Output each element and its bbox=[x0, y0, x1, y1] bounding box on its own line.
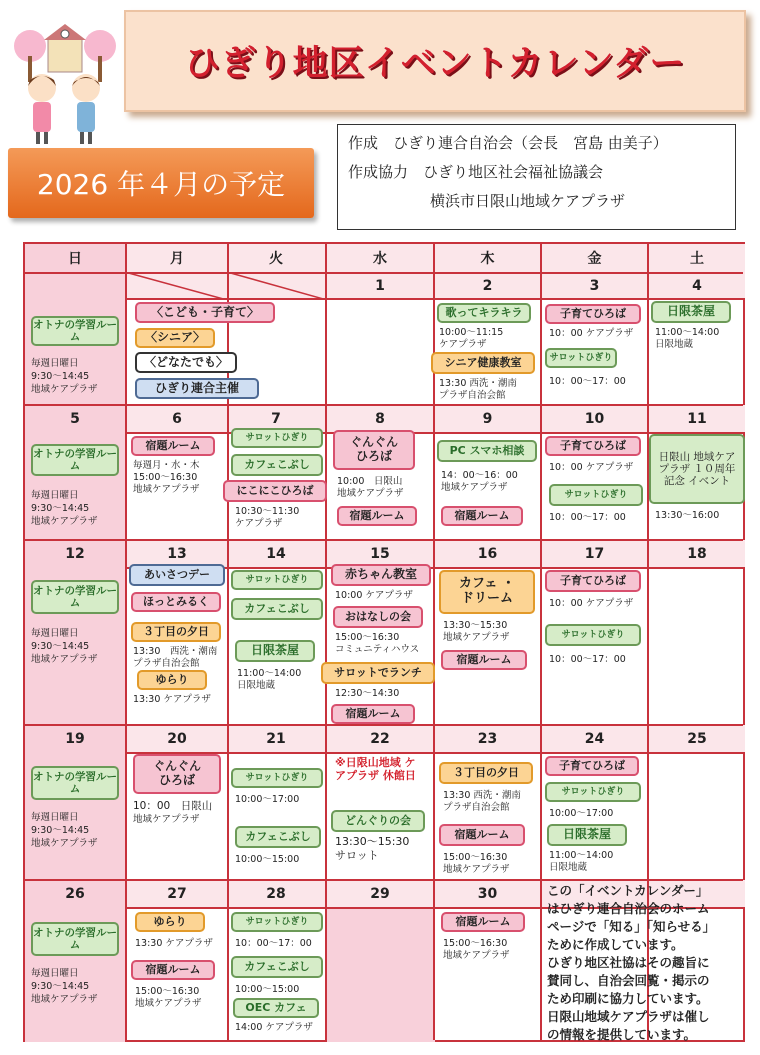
weekday-sun: 日 bbox=[68, 251, 82, 267]
event-nikoniko: にこにこひろば bbox=[223, 480, 327, 502]
event-aisatsu: あいさつデー bbox=[129, 564, 225, 586]
event-cafe-kobushi: カフェこぶし bbox=[231, 454, 323, 476]
event-time: 10:30～11:30 bbox=[235, 506, 300, 517]
date-4: 4 bbox=[692, 278, 702, 294]
event-place: プラザ自治会館 bbox=[443, 802, 510, 813]
sunday-label: オトナの学習ルーム bbox=[31, 922, 119, 956]
event-place: 地域ケアプラザ bbox=[443, 632, 510, 643]
event-place: ケアプラザ bbox=[235, 518, 283, 529]
date-2: 2 bbox=[482, 278, 493, 294]
credit-line-3: 横浜市日限山地域ケアプラザ bbox=[430, 192, 626, 210]
date-27: 27 bbox=[167, 886, 187, 902]
weekday-wed: 水 bbox=[373, 251, 387, 267]
event-time: 10:00 ケアプラザ bbox=[335, 590, 413, 601]
sunday-label: オトナの学習ルーム bbox=[31, 580, 119, 614]
sunday-place: 地域ケアプラザ bbox=[31, 384, 98, 395]
date-15: 15 bbox=[370, 546, 390, 562]
event-higiri-chaya: 日限茶屋 bbox=[651, 301, 731, 323]
event-place: 地域ケアプラザ bbox=[443, 864, 510, 875]
sunday-place: 地域ケアプラザ bbox=[31, 516, 98, 527]
event-kosodate: 子育てひろば bbox=[545, 570, 641, 592]
event-higiri-chaya: 日限茶屋 bbox=[235, 640, 315, 662]
date-7: 7 bbox=[271, 411, 281, 427]
date-19: 19 bbox=[65, 731, 85, 747]
date-10: 10 bbox=[584, 411, 605, 427]
month-label: 2026 年４月の予定 bbox=[8, 148, 314, 218]
event-oec-cafe: OEC カフェ bbox=[233, 998, 319, 1018]
event-time: 15:00～16:30 bbox=[135, 986, 200, 997]
event-place: 日限地蔵 bbox=[549, 862, 588, 873]
event-time: 10：00 日限山 bbox=[133, 800, 213, 812]
event-place: 日限地蔵 bbox=[655, 339, 694, 350]
date-26: 26 bbox=[65, 886, 85, 902]
date-18: 18 bbox=[687, 546, 707, 562]
date-6: 6 bbox=[172, 411, 182, 427]
event-kosodate: 子育てひろば bbox=[545, 304, 641, 324]
event-ohanashi: おはなしの会 bbox=[333, 606, 423, 628]
event-time: 10：00 ケアプラザ bbox=[549, 462, 634, 473]
event-place: 地域ケアプラザ bbox=[443, 950, 510, 961]
event-yurari: ゆらり bbox=[135, 912, 205, 932]
event-place: 地域ケアプラザ bbox=[133, 814, 200, 825]
sunday-detail-2: 9:30～14:45 bbox=[31, 641, 90, 652]
event-place: 日限地蔵 bbox=[237, 680, 276, 691]
event-baby: 赤ちゃん教室 bbox=[331, 564, 431, 586]
weekday-tue: 火 bbox=[269, 251, 283, 267]
event-10th-anniversary: 日限山 地域ケアプラザ １０周年記念 イベント bbox=[649, 434, 745, 504]
page-title: ひぎり地区イベントカレンダー bbox=[184, 44, 686, 84]
sunday-place: 地域ケアプラザ bbox=[31, 838, 98, 849]
date-12: 12 bbox=[65, 546, 85, 562]
event-time: 13:30～15:30 bbox=[443, 620, 508, 631]
children-illustration bbox=[8, 8, 120, 148]
sunday-detail-1: 毎週日曜日 bbox=[31, 968, 79, 979]
event-time: 15:00～16:30 bbox=[133, 472, 198, 483]
event-time: 14：00～16：00 bbox=[441, 470, 518, 481]
date-23: 23 bbox=[477, 731, 498, 747]
event-time: 12:30～14:30 bbox=[335, 688, 400, 699]
sunday-label: オトナの学習ルーム bbox=[31, 766, 119, 800]
legend-union: ひぎり連合主催 bbox=[135, 378, 259, 399]
event-homework: 宿題ルーム bbox=[441, 506, 523, 526]
event-place: ケアプラザ bbox=[439, 339, 487, 350]
event-higiri-chaya: 日限茶屋 bbox=[547, 824, 627, 846]
event-time: 13:30 西洗・潮南 bbox=[439, 378, 517, 389]
credit-line-1: 作成 ひぎり連合自治会（会長 宮島 由美子） bbox=[348, 134, 668, 152]
date-11: 11 bbox=[687, 411, 707, 427]
date-1: 1 bbox=[375, 278, 385, 294]
event-time: 10:00～15:00 bbox=[235, 984, 300, 995]
empty-cells-slash bbox=[125, 272, 327, 300]
event-hotmilk: ほっとみるく bbox=[131, 592, 221, 612]
event-time: 10:00 日限山 bbox=[337, 476, 403, 487]
event-salot: サロットひぎり bbox=[549, 484, 643, 506]
event-time: 15:00～16:30 bbox=[335, 632, 400, 643]
info-note: この「イベントカレンダー」 はひぎり連合自治会のホーム ページで「知る」「知らせる」 ために作成しています。 ひぎり地区社協はその趣旨に 賛同し、自治会回覧・掲示の ため印刷に協力しています。 日限山地域ケアプラザは催し の情報を提供しています。 bbox=[547, 883, 716, 1042]
event-time: 14:00 ケアプラザ bbox=[235, 1022, 313, 1033]
event-place: 地域ケアプラザ bbox=[135, 998, 202, 1009]
event-time: 10:00～11:15 bbox=[439, 327, 504, 338]
date-8: 8 bbox=[375, 411, 385, 427]
event-time: 15:00～16:30 bbox=[443, 938, 508, 949]
event-3chome: ３丁目の夕日 bbox=[131, 622, 221, 642]
event-salot: サロットひぎり bbox=[231, 428, 323, 448]
sunday-detail-2: 9:30～14:45 bbox=[31, 503, 90, 514]
date-9: 9 bbox=[482, 411, 493, 427]
event-salot: サロットひぎり bbox=[545, 348, 617, 368]
event-homework: 宿題ルーム bbox=[441, 912, 525, 932]
sunday-detail-1: 毎週日曜日 bbox=[31, 628, 79, 639]
event-time: 11:00～14:00 bbox=[237, 668, 302, 679]
event-time: 13:30～15:30 bbox=[335, 835, 410, 848]
event-senior-health: シニア健康教室 bbox=[431, 352, 535, 374]
event-place: 地域ケアプラザ bbox=[133, 484, 200, 495]
event-place: サロット bbox=[335, 849, 379, 862]
event-yurari: ゆらり bbox=[137, 670, 207, 690]
event-time: 13:30～16:00 bbox=[655, 510, 720, 521]
event-time: 10：00～17：00 bbox=[235, 938, 312, 949]
event-time: 毎週月・水・木 bbox=[133, 460, 200, 471]
event-3chome: ３丁目の夕日 bbox=[439, 762, 533, 784]
event-donguri: どんぐりの会 bbox=[331, 810, 425, 832]
sunday-place: 地域ケアプラザ bbox=[31, 654, 98, 665]
closed-notice: ※日限山地域 ケアプラザ 休館日 bbox=[335, 756, 416, 782]
legend-kids: 〈こども・子育て〉 bbox=[135, 302, 275, 323]
event-gungun: ぐんぐん ひろば bbox=[333, 430, 415, 470]
event-time: 13:30 西洗・潮南 bbox=[443, 790, 521, 801]
date-13: 13 bbox=[167, 546, 187, 562]
event-homework: 宿題ルーム bbox=[131, 960, 215, 980]
event-salot: サロットひぎり bbox=[231, 912, 323, 932]
event-time: 13:30 ケアプラザ bbox=[135, 938, 213, 949]
event-salot: サロットひぎり bbox=[231, 570, 323, 590]
event-time: 15:00～16:30 bbox=[443, 852, 508, 863]
date-5: 5 bbox=[70, 411, 80, 427]
date-14: 14 bbox=[266, 546, 286, 562]
sunday-detail-2: 9:30～14:45 bbox=[31, 981, 90, 992]
event-time: 10:00～17:00 bbox=[235, 794, 300, 805]
event-homework: 宿題ルーム bbox=[439, 824, 525, 846]
date-30: 30 bbox=[477, 886, 498, 902]
event-pc-sumaho: PC スマホ相談 bbox=[437, 440, 537, 462]
legend-senior: 〈シニア〉 bbox=[135, 328, 215, 348]
date-29: 29 bbox=[370, 886, 390, 902]
event-place: 地域ケアプラザ bbox=[441, 482, 508, 493]
event-time: 10:00～17:00 bbox=[549, 808, 614, 819]
date-20: 20 bbox=[167, 731, 187, 747]
sunday-detail-1: 毎週日曜日 bbox=[31, 490, 79, 501]
sunday-place: 地域ケアプラザ bbox=[31, 994, 98, 1005]
event-salot: サロットひぎり bbox=[545, 624, 641, 646]
date-3: 3 bbox=[589, 278, 600, 294]
event-homework: 宿題ルーム bbox=[441, 650, 527, 670]
event-homework: 宿題ルーム bbox=[331, 704, 415, 724]
event-place: プラザ自治会館 bbox=[439, 390, 506, 401]
date-24: 24 bbox=[584, 731, 605, 747]
event-homework: 宿題ルーム bbox=[131, 436, 215, 456]
event-salot: サロットひぎり bbox=[231, 768, 323, 788]
credits-box bbox=[337, 124, 736, 230]
sunday-label: オトナの学習ルーム bbox=[31, 316, 119, 346]
sunday-label: オトナの学習ルーム bbox=[31, 444, 119, 476]
title-banner bbox=[124, 10, 746, 112]
sunday-detail-2: 9:30～14:45 bbox=[31, 825, 90, 836]
event-cafe-kobushi: カフェこぶし bbox=[235, 826, 321, 848]
event-time: 13:30 西洗・潮南 bbox=[133, 646, 218, 657]
event-kosodate: 子育てひろば bbox=[545, 756, 639, 776]
event-place: コミュニティハウス bbox=[335, 644, 420, 655]
event-utatte: 歌ってキラキラ bbox=[437, 303, 531, 323]
event-salot-lunch: サロットでランチ bbox=[321, 662, 435, 684]
event-time: 10：00～17：00 bbox=[549, 512, 626, 523]
event-place: プラザ自治会館 bbox=[133, 658, 200, 669]
date-17: 17 bbox=[584, 546, 605, 562]
calendar-grid bbox=[23, 242, 745, 1042]
event-gungun: ぐんぐん ひろば bbox=[133, 754, 221, 794]
weekday-thu: 木 bbox=[480, 251, 495, 267]
event-time: 13:30 ケアプラザ bbox=[133, 694, 211, 705]
event-cafe-kobushi: カフェこぶし bbox=[231, 598, 323, 620]
event-time: 10：00～17：00 bbox=[549, 376, 626, 387]
event-time: 10：00～17：00 bbox=[549, 654, 626, 665]
event-homework: 宿題ルーム bbox=[337, 506, 417, 526]
event-cafe-kobushi: カフェこぶし bbox=[231, 956, 323, 978]
date-28: 28 bbox=[266, 886, 286, 902]
sunday-detail-1: 毎週日曜日 bbox=[31, 812, 79, 823]
weekday-mon: 月 bbox=[170, 251, 184, 267]
weekday-sat: 土 bbox=[690, 251, 704, 267]
date-25: 25 bbox=[687, 731, 707, 747]
event-kosodate: 子育てひろば bbox=[545, 436, 641, 456]
legend-anyone: 〈どなたでも〉 bbox=[135, 352, 237, 373]
sunday-detail-2: 9:30～14:45 bbox=[31, 371, 90, 382]
sunday-detail-1: 毎週日曜日 bbox=[31, 358, 79, 369]
event-time: 10：00 ケアプラザ bbox=[549, 598, 634, 609]
event-time: 10：00 ケアプラザ bbox=[549, 328, 634, 339]
event-salot: サロットひぎり bbox=[545, 782, 641, 802]
event-time: 10:00～15:00 bbox=[235, 854, 300, 865]
date-21: 21 bbox=[266, 731, 286, 747]
event-cafe-dream: カフェ ・ドリーム bbox=[439, 570, 535, 614]
credit-line-2: 作成協力 ひぎり地区社会福祉協議会 bbox=[348, 163, 604, 181]
event-place: 地域ケアプラザ bbox=[337, 488, 404, 499]
event-time: 11:00～14:00 bbox=[549, 850, 614, 861]
event-time: 11:00～14:00 bbox=[655, 327, 720, 338]
date-22: 22 bbox=[370, 731, 390, 747]
weekday-fri: 金 bbox=[587, 251, 602, 267]
date-16: 16 bbox=[477, 546, 498, 562]
